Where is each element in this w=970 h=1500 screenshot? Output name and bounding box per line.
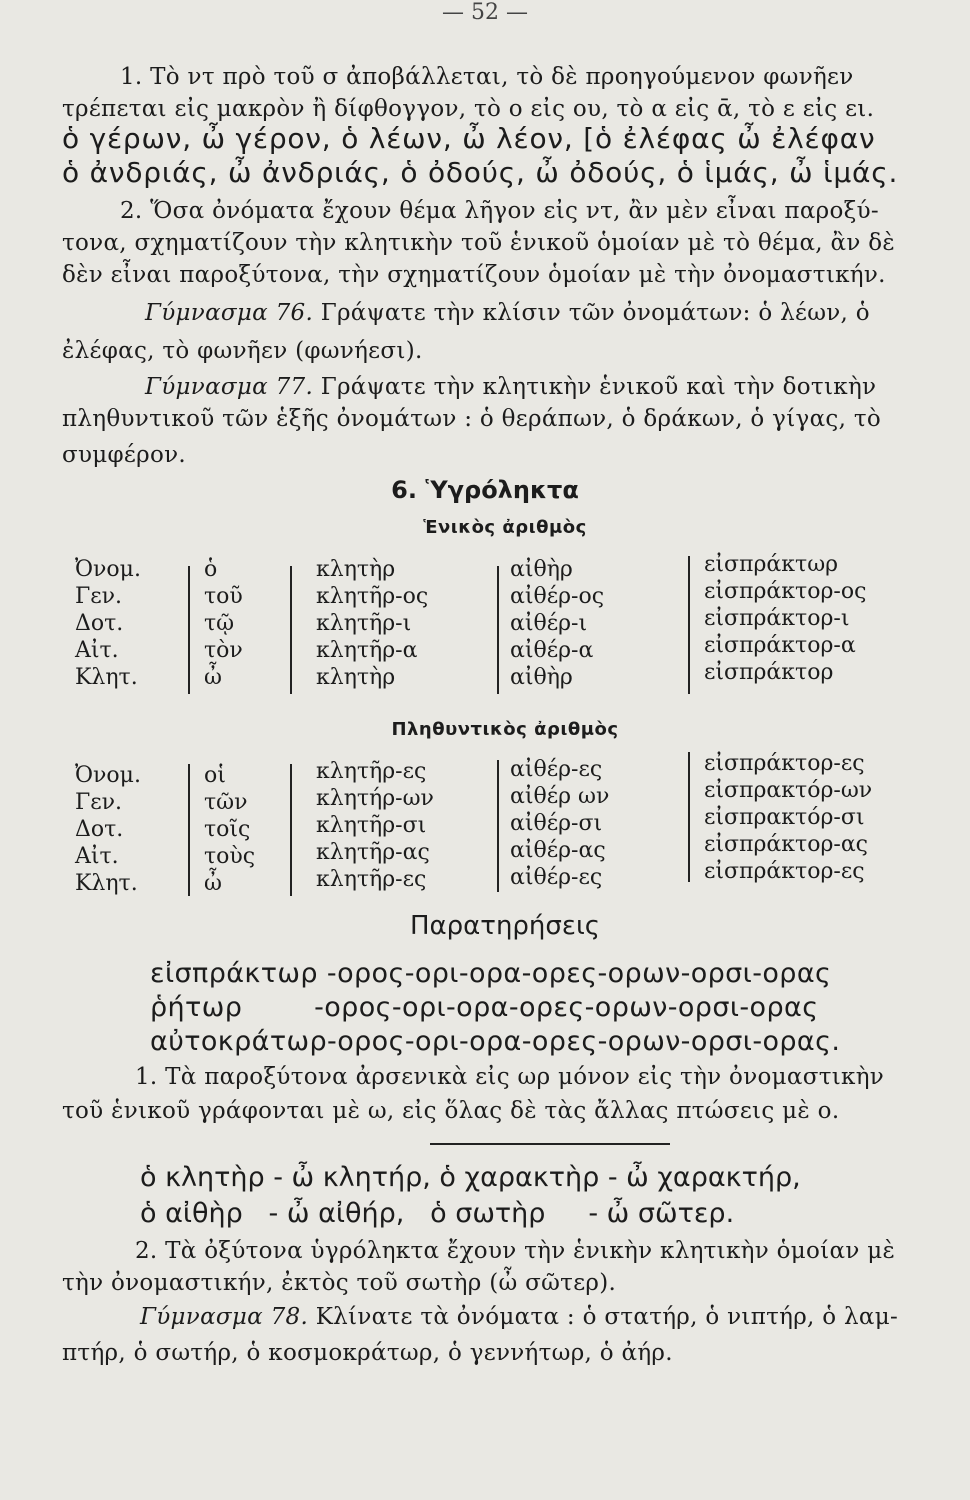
singular-cases (75, 556, 141, 691)
column-divider (188, 764, 190, 896)
page-number: — 52 — (442, 0, 528, 25)
singular-eispraktor (704, 551, 866, 686)
note2-line2: τὴν ὀνομαστικήν, ἐκτὸς τοῦ σωτὴρ (ὦ σῶτερ). (62, 1270, 617, 1296)
declension-form: αἰθέρ-σι (510, 811, 603, 836)
exercise-78-line2: πτήρ, ὁ σωτήρ, ὁ κοσμοκράτωρ, ὁ γεννήτωρ, ὁ ἀήρ. (62, 1340, 673, 1366)
case-label: Ὀνομ. (75, 557, 141, 582)
exercise-78-text: Κλίνατε τὰ ὀνόματα : ὁ στατήρ, ὁ νιπτήρ, ὁ λαμ- (308, 1304, 899, 1330)
note1-line1: 1. Τὰ παροξύτονα ἀρσενικὰ εἰς ωρ μόνον εἰς τὴν ὀνομαστικὴν (135, 1064, 885, 1090)
rule2-line1: 2. Ὅσα ὀνόματα ἔχουν θέμα λῆγον εἰς ντ, ἂν μὲν εἶναι παροξύ- (120, 198, 879, 224)
column-divider (290, 566, 292, 694)
rule2-line3: δὲν εἶναι παροξύτονα, τὴν σχηματίζουν ὁμοίαν μὲ τὴν ὀνομαστικήν. (62, 262, 886, 288)
article: τῷ (204, 611, 235, 636)
declension-form: εἰσπράκτορ-α (704, 633, 856, 658)
rule1-line1: 1. Τὸ ντ πρὸ τοῦ σ ἀποβάλλεται, τὸ δὲ προηγούμενον φωνῆεν (120, 64, 854, 90)
declension-form: κλητῆρ-ας (316, 840, 430, 865)
article: τῶν (204, 790, 248, 815)
observations-title: Παρατηρήσεις (409, 911, 601, 941)
article: τοὺς (204, 844, 256, 869)
declension-form: εἰσπράκτορ-ι (704, 606, 850, 631)
article: ὁ (204, 557, 218, 582)
example-line: ὁ αἰθὴρ - ὦ αἰθήρ, ὁ σωτὴρ - ὦ σῶτερ. (140, 1198, 735, 1229)
declension-form: κλητῆρ-ι (316, 611, 412, 636)
section-title: 6. Ὑγρόληκτα (391, 476, 579, 504)
plural-cases (75, 762, 141, 897)
declension-form: αἰθέρ-α (510, 638, 594, 663)
singular-aithir (510, 556, 604, 691)
column-divider (188, 566, 190, 694)
exercise-77-line2: πληθυντικοῦ τῶν ἑξῆς ὀνομάτων : ὁ θεράπων, ὁ δράκων, ὁ γίγας, τὸ (62, 406, 881, 432)
declension-form: αἰθέρ-ας (510, 838, 606, 863)
declension-form: εἰσπράκτορ-ες (704, 751, 865, 776)
observation-line: αὐτοκράτωρ-ορος-ορι-ορα-ορες-ορων-ορσι-ορας. (150, 1026, 841, 1057)
plural-aithir (510, 756, 609, 891)
declension-form: κλητῆρ-σι (316, 813, 427, 838)
declension-form: αἰθέρ ων (510, 784, 610, 809)
declension-form: εἰσπράκτορ-ος (704, 579, 867, 604)
exercise-76 (145, 298, 970, 328)
declension-form: κλητὴρ (316, 557, 396, 582)
column-divider (497, 566, 499, 694)
exercise-77-text: Γράψατε τὴν κλητικὴν ἑνικοῦ καὶ τὴν δοτικὴν (313, 374, 877, 400)
exercise-76-text: Γράψατε τὴν κλίσιν τῶν ὀνομάτων: ὁ λέων, ὁ (313, 300, 870, 326)
plural-title: Πληθυντικὸς ἀριθμὸς (391, 719, 619, 740)
article: τοῦ (204, 584, 243, 609)
declension-form: κλητῆρ-ες (316, 867, 427, 892)
article: τὸν (204, 638, 243, 663)
case-label: Δοτ. (75, 611, 124, 636)
case-label: Ὀνομ. (75, 763, 141, 788)
column-divider (688, 752, 690, 882)
singular-articles (204, 556, 243, 691)
case-label: Γεν. (75, 584, 123, 609)
note1-line2: τοῦ ἑνικοῦ γράφονται μὲ ω, εἰς ὅλας δὲ τὰς ἄλλας πτώσεις μὲ ο. (62, 1098, 840, 1124)
observation-line: ῥήτωρ -ορος-ορι-ορα-ορες-ορων-ορσι-ορας (150, 992, 819, 1023)
case-label: Γεν. (75, 790, 123, 815)
exercise-77-line3: συμφέρον. (62, 442, 187, 468)
declension-form: αἰθέρ-ες (510, 865, 603, 890)
case-label: Δοτ. (75, 817, 124, 842)
declension-form: εἰσπράκτορ (704, 660, 834, 685)
case-label: Αἰτ. (75, 638, 119, 663)
singular-title: Ἑνικὸς ἀριθμὸς (423, 517, 587, 538)
declension-form: κλητῆρ-α (316, 638, 418, 663)
rule1-line2: τρέπεται εἰς μακρὸν ἢ δίφθογγον, τὸ ο εἰς ου, τὸ α εἰς ᾱ, τὸ ε εἰς ει. (62, 96, 875, 122)
declension-form: εἰσπρακτόρ-ων (704, 778, 873, 803)
declension-form: αἰθέρ-ι (510, 611, 588, 636)
declension-form: εἰσπρακτόρ-σι (704, 805, 865, 830)
declension-form: κλητὴρ (316, 665, 396, 690)
rule2-line2: τονα, σχηματίζουν τὴν κλητικὴν τοῦ ἑνικοῦ ὁμοίαν μὲ τὸ θέμα, ἂν δὲ (62, 230, 896, 256)
exercise-77-label: Γύμνασμα 77. (145, 374, 314, 400)
declension-form: εἰσπράκτορ-ας (704, 832, 869, 857)
declension-form: κλητήρ-ων (316, 786, 434, 811)
declension-form: εἰσπράκτορ-ες (704, 859, 865, 884)
exercise-78-label: Γύμνασμα 78. (140, 1304, 309, 1330)
plural-articles (204, 762, 255, 897)
divider-rule (430, 1143, 670, 1145)
exercise-76-line2: ἐλέφας, τὸ φωνῆεν (φωνήεσι). (62, 338, 423, 364)
case-label: Αἰτ. (75, 844, 119, 869)
case-label: Κλητ. (75, 871, 138, 896)
column-divider (290, 764, 292, 896)
plural-eispraktor (704, 750, 872, 885)
observation-line: εἰσπράκτωρ -ορος-ορι-ορα-ορες-ορων-ορσι-ορας (150, 958, 832, 989)
note2-line1: 2. Τὰ ὀξύτονα ὑγρόληκτα ἔχουν τὴν ἑνικὴν κλητικὴν ὁμοίαν μὲ (135, 1238, 896, 1264)
article: οἱ (204, 763, 226, 788)
column-divider (497, 760, 499, 892)
declension-form: αἰθέρ-ος (510, 584, 605, 609)
column-divider (688, 556, 690, 694)
example-line: ὁ κλητὴρ - ὦ κλητήρ, ὁ χαρακτὴρ - ὦ χαρακτήρ, (140, 1162, 801, 1193)
declension-form: κλητῆρ-ος (316, 584, 429, 609)
plural-kletir (316, 758, 434, 893)
article: ὦ (204, 871, 222, 896)
declension-form: αἰθὴρ (510, 557, 573, 582)
singular-kletir (316, 556, 428, 691)
declension-form: αἰθέρ-ες (510, 757, 603, 782)
exercise-76-label: Γύμνασμα 76. (145, 300, 314, 326)
declension-form: εἰσπράκτωρ (704, 552, 839, 577)
article: τοῖς (204, 817, 251, 842)
declension-form: αἰθὴρ (510, 665, 573, 690)
article: ὦ (204, 665, 222, 690)
exercise-77 (145, 372, 970, 402)
case-label: Κλητ. (75, 665, 138, 690)
exercise-78 (140, 1302, 970, 1332)
rule1-example1: ὁ γέρων, ὦ γέρον, ὁ λέων, ὦ λέον, [ὁ ἐλέφας ὦ ἐλέφαν (62, 122, 876, 155)
rule1-example2: ὁ ἀνδριάς, ὦ ἀνδριάς, ὁ ὀδούς, ὦ ὀδούς, ὁ ἱμάς, ὦ ἱμάς. (62, 156, 899, 189)
declension-form: κλητῆρ-ες (316, 759, 427, 784)
